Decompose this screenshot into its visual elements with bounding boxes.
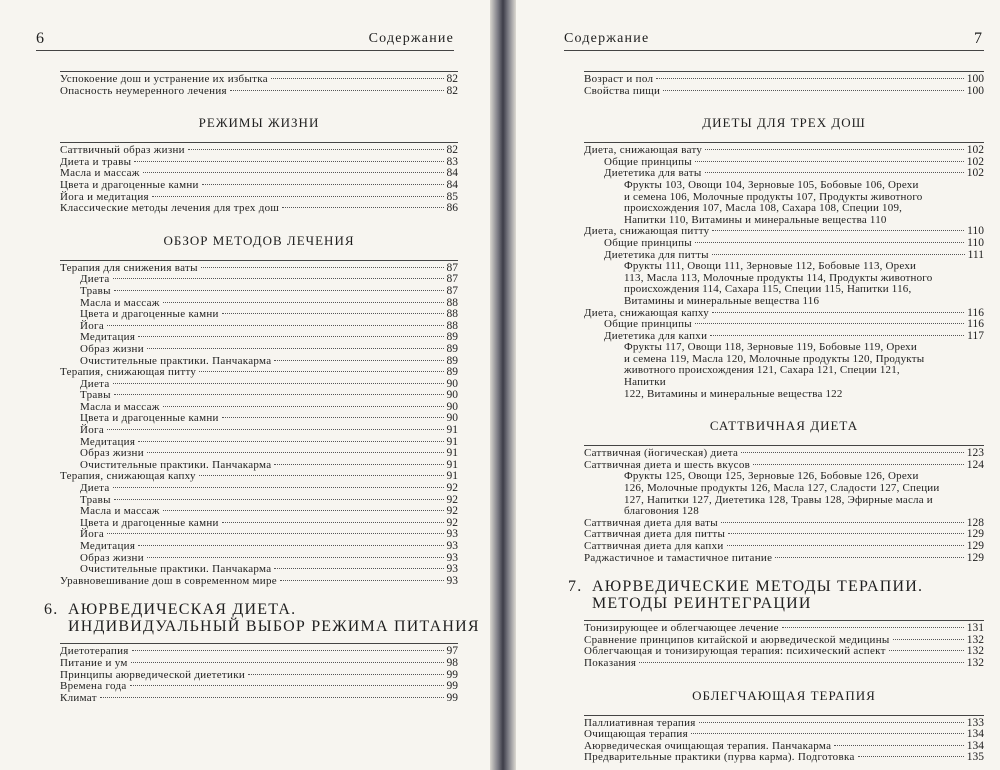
toc-subentry[interactable]: Диететика для питты 111 — [604, 248, 984, 261]
toc-entry[interactable]: Терапия, снижающая капху 91 — [60, 470, 458, 483]
toc-subentry[interactable]: Травы 87 — [80, 284, 458, 297]
toc-entry[interactable]: Саттвичная диета и шесть вкусов 124 — [584, 458, 984, 471]
left-page — [0, 0, 490, 770]
toc-subentry[interactable]: Образ жизни 93 — [80, 551, 458, 564]
left-toc — [44, 71, 480, 704]
toc-subentry[interactable]: Йога 91 — [80, 424, 458, 437]
toc-subentry[interactable]: Очистительные практики. Панчакарма 91 — [80, 458, 458, 471]
toc-entry[interactable]: Масла и массаж 84 — [60, 167, 458, 180]
toc-entry[interactable]: Показания 132 — [584, 656, 984, 669]
toc-entry[interactable]: Принципы аюрведической диететики 99 — [60, 668, 458, 681]
toc-entry[interactable]: Саттвичная (йогическая) диета 123 — [584, 447, 984, 460]
section-title: ОБЗОР МЕТОДОВ ЛЕЧЕНИЯ — [163, 232, 355, 248]
right-toc — [568, 71, 984, 764]
right-running-header — [564, 30, 984, 51]
toc-subentry[interactable]: Масла и массаж 92 — [80, 505, 458, 518]
toc-subentry[interactable]: Очистительные практики. Панчакарма 89 — [80, 354, 458, 367]
book-gutter — [490, 0, 516, 770]
toc-entry[interactable]: Саттвичный образ жизни 82 — [60, 144, 458, 157]
toc-entry[interactable]: Облегчающая и тонизирующая терапия: психический аспект 132 — [584, 645, 984, 658]
section-title: ДИЕТЫ ДЛЯ ТРЕХ ДОШ — [702, 115, 866, 131]
toc-entry[interactable]: Аюрведическая очищающая терапия. Панчакарма 134 — [584, 739, 984, 752]
toc-detail-block: Фрукты 111, Овощи 111, Зерновые 112, Бобовые 113, Орехи 113, Масла 113, Молочные продукты 114, Продукты животного происхождения 114, Сахара 115, Специи 115, Напитки 116, Витамины и минеральные вещества 116 — [624, 260, 933, 307]
toc-entry[interactable]: Времена года 99 — [60, 680, 458, 693]
toc-group — [584, 71, 984, 97]
toc-subentry[interactable]: Медитация 91 — [80, 435, 458, 448]
chapter-number: 6. — [44, 601, 59, 619]
toc-subentry[interactable]: Диета 92 — [80, 482, 458, 495]
toc-group — [60, 643, 458, 704]
toc-subentry[interactable]: Образ жизни 89 — [80, 342, 458, 355]
toc-detail-block: Фрукты 103, Овощи 104, Зерновые 105, Бобовые 106, Орехи и семена 106, Молочные продукты 107, Продукты животного происхождения 107, Масла 108, Сахара 108, Специи 109, Напитки 110, Витамины и минеральные вещества 110 — [624, 178, 923, 226]
toc-entry[interactable]: Тонизирующее и облегчающее лечение 131 — [584, 622, 984, 635]
toc-group — [584, 620, 984, 669]
toc-entry[interactable]: Успокоение дош и устранение их избытка 82 — [60, 73, 458, 85]
toc-subentry[interactable]: Медитация 93 — [80, 540, 458, 552]
toc-subentry[interactable]: Общие принципы 102 — [604, 155, 984, 168]
toc-subentry[interactable]: Общие принципы 116 — [604, 318, 984, 331]
toc-subentry[interactable]: Масла и массаж 90 — [80, 400, 458, 413]
toc-group — [60, 71, 458, 97]
toc-entry[interactable]: Саттвичная диета для ваты 128 — [584, 516, 984, 529]
toc-entry[interactable]: Диета и травы 83 — [60, 155, 458, 168]
chapter-title-line: АЮРВЕДИЧЕСКИЕ МЕТОДЫ ТЕРАПИИ. — [592, 578, 924, 596]
toc-entry[interactable]: Уравновешивание дош в современном мире 93 — [60, 574, 458, 587]
section-title: САТТВИЧНАЯ ДИЕТА — [709, 418, 859, 434]
running-title: Содержание — [368, 31, 454, 46]
toc-entry[interactable]: Диетотерапия 97 — [60, 645, 458, 658]
toc-group — [584, 445, 984, 564]
toc-entry[interactable]: Саттвичная диета для капхи 129 — [584, 540, 984, 552]
toc-detail-block: Фрукты 117, Овощи 118, Зерновые 119, Бобовые 119, Орехи и семена 119, Масла 120, Молочные продукты 120, Продукты животного происхождения 121, Сахара 121, Специи 121, Напитки 122, Витамины и минеральные вещества 122 — [624, 341, 925, 400]
toc-group — [584, 142, 984, 400]
toc-subentry[interactable]: Цвета и драгоценные камни 88 — [80, 308, 458, 321]
toc-entry[interactable]: Опасность неумеренного лечения 82 — [60, 84, 458, 97]
toc-entry[interactable]: Классические методы лечения для трех дош 86 — [60, 202, 458, 215]
toc-entry[interactable]: Йога и медитация 85 — [60, 190, 458, 203]
toc-subentry[interactable]: Диететика для ваты 102 — [604, 167, 984, 180]
section-title: ОБЛЕГЧАЮЩАЯ ТЕРАПИЯ — [692, 687, 876, 703]
toc-subentry[interactable]: Медитация 89 — [80, 331, 458, 344]
toc-detail-block: Фрукты 125, Овощи 125, Зерновые 126, Бобовые 126, Орехи 126, Молочные продукты 126, Масла 127, Сладости 127, Специи 127, Напитки 127, Диететика 128, Травы 128, Эфирные масла и благовония 128 — [624, 470, 940, 518]
toc-entry[interactable]: Терапия для снижения ваты 87 — [60, 261, 458, 274]
chapter-title-line: ИНДИВИДУАЛЬНЫЙ ВЫБОР РЕЖИМА ПИТАНИЯ — [68, 618, 480, 636]
right-page — [516, 0, 1000, 770]
toc-entry[interactable]: Возраст и пол 100 — [584, 73, 984, 85]
toc-subentry[interactable]: Травы 92 — [80, 493, 458, 506]
toc-entry[interactable]: Очищающая терапия 134 — [584, 728, 984, 741]
chapter-title-line: МЕТОДЫ РЕИНТЕГРАЦИИ — [592, 595, 812, 613]
running-title: Содержание — [564, 31, 650, 46]
toc-subentry[interactable]: Масла и массаж 88 — [80, 296, 458, 309]
chapter-heading — [44, 601, 480, 636]
toc-entry[interactable]: Диета, снижающая капху 116 — [584, 306, 984, 319]
toc-group — [60, 260, 458, 588]
toc-subentry[interactable]: Йога 88 — [80, 319, 458, 332]
toc-subentry[interactable]: Йога 93 — [80, 528, 458, 541]
toc-entry[interactable]: Диета, снижающая вату 102 — [584, 144, 984, 157]
toc-entry[interactable]: Предварительные практики (пурва карма). Подготовка 135 — [584, 751, 984, 764]
toc-subentry[interactable]: Образ жизни 91 — [80, 447, 458, 460]
page-number: 7 — [974, 30, 982, 47]
toc-entry[interactable]: Саттвичная диета для питты 129 — [584, 528, 984, 541]
toc-entry[interactable]: Сравнение принципов китайской и аюрведической медицины 132 — [584, 633, 984, 646]
toc-entry[interactable]: Питание и ум 98 — [60, 656, 458, 669]
toc-group — [584, 715, 984, 764]
toc-entry[interactable]: Терапия, снижающая питту 89 — [60, 366, 458, 379]
left-running-header — [36, 30, 454, 51]
chapter-title-line: АЮРВЕДИЧЕСКАЯ ДИЕТА. — [68, 601, 297, 619]
toc-entry[interactable]: Раджастичное и тамастичное питание 129 — [584, 551, 984, 564]
toc-subentry[interactable]: Цвета и драгоценные камни 90 — [80, 412, 458, 425]
toc-entry[interactable]: Свойства пищи 100 — [584, 84, 984, 97]
section-title: РЕЖИМЫ ЖИЗНИ — [198, 115, 320, 131]
chapter-number: 7. — [568, 578, 583, 596]
toc-subentry[interactable]: Общие принципы 110 — [604, 236, 984, 249]
chapter-heading — [568, 578, 984, 612]
toc-subentry[interactable]: Диететика для капхи 117 — [604, 329, 984, 342]
toc-subentry[interactable]: Диета 90 — [80, 377, 458, 390]
toc-entry[interactable]: Цвета и драгоценные камни 84 — [60, 178, 458, 191]
toc-entry[interactable]: Паллиативная терапия 133 — [584, 716, 984, 729]
page-number: 6 — [36, 30, 44, 47]
toc-entry[interactable]: Климат 99 — [60, 691, 458, 704]
toc-entry[interactable]: Диета, снижающая питту 110 — [584, 225, 984, 238]
toc-subentry[interactable]: Диета 87 — [80, 273, 458, 286]
toc-group — [60, 142, 458, 215]
toc-subentry[interactable]: Цвета и драгоценные камни 92 — [80, 516, 458, 529]
toc-subentry[interactable]: Травы 90 — [80, 389, 458, 402]
toc-subentry[interactable]: Очистительные практики. Панчакарма 93 — [80, 563, 458, 576]
